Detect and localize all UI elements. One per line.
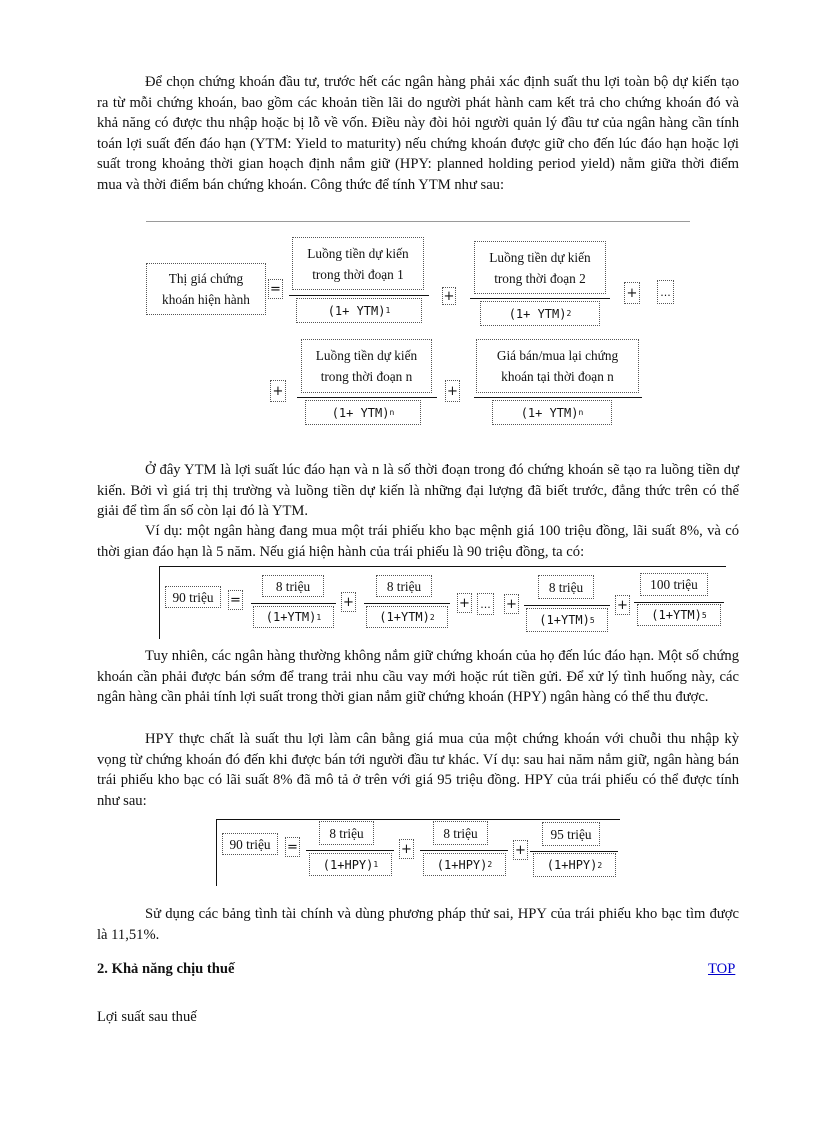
ytm-plus-1: + [443, 288, 455, 304]
example-face-denominator [637, 604, 721, 626]
ytm-t1-num-line2: trong thời đoạn 1 [312, 266, 404, 282]
section-subheading: Lợi suất sau thuế [97, 1009, 197, 1025]
example-ellipsis: ... [477, 593, 494, 615]
hpy-t2-exponent: 2 [487, 860, 493, 869]
separator-line [146, 221, 690, 222]
example-lhs: 90 triệu [165, 586, 221, 608]
hpy-t3-exponent: 2 [597, 860, 603, 870]
ytm-explanation-paragraph: Ở đây YTM là lợi suất lúc đáo hạn và n là số thời đoạn trong đó chứng khoán sẽ tạo ra luồng tiền dự kiến. Bởi vì giá trị thị trường và luồng tiền dự kiến là những đại lượng đã biết trước, đẳng thức trên có thể giải để tìm ẩn số còn lại đó là YTM. [97, 462, 739, 519]
example-face-fraction-bar [634, 602, 724, 603]
example-t5-exponent: 5 [589, 615, 595, 625]
example-equals: = [228, 590, 243, 610]
section-heading: 2. Khả năng chịu thuế [97, 961, 235, 977]
ytm-tn-den-text: (1+ YTM) [331, 405, 390, 420]
ytm-t1-denominator [296, 298, 422, 323]
intro-paragraph: Để chọn chứng khoán đầu tư, trước hết các ngân hàng phải xác định suất thu lợi toàn bộ dự kiến tạo ra từ mỗi chứng khoán, bao gồm các khoản tiền lãi do người phát hành cam kết trả cho chứng khoán đó và khả năng có được thu nhập hoặc bị lỗ về vốn. Điều này đòi hỏi người quản lý đầu tư của ngân hàng cần tính toán lợi suất đến đáo hạn (YTM: Yield to maturity) nếu chứng khoán được giữ cho đến lúc đáo hạn hoặc lợi suất trong khoảng thời gian hoạch định nắm giữ (HPY: planned holding period yield) nằm giữa thời điểm mua và thời điểm bán chứng khoán. Công thức để tính YTM như sau: [97, 74, 739, 193]
ytm-t2-numerator [474, 241, 606, 294]
top-link[interactable]: TOP [708, 961, 736, 977]
example-paragraph: Ví dụ: một ngân hàng đang mua một trái phiếu kho bạc mệnh giá 100 triệu đồng, lãi suất 8%, và có thời gian đáo hạn là 5 năm. Nếu giá hiện hành của trái phiếu là 90 triệu đồng, ta có: [97, 523, 739, 560]
example-t1-numerator: 8 triệu [262, 575, 324, 597]
example-t1-fraction-bar [251, 603, 336, 604]
example-t5-numerator: 8 triệu [538, 575, 594, 599]
example-t2-denominator [366, 606, 448, 628]
example-t2-exponent: 2 [429, 612, 435, 622]
ytm-equals: = [268, 279, 283, 299]
ytm-sale-num-line2: khoán tại thời đoạn n [501, 369, 614, 384]
hpy-t2-fraction-bar [420, 850, 508, 851]
example-face-den-text: (1+YTM) [651, 608, 702, 622]
ytm-sale-exponent: n [578, 408, 584, 417]
hpy-t3-numerator: 95 triệu [542, 822, 600, 846]
example-formula-left-border [159, 566, 160, 639]
example-t1-exponent: 1 [316, 612, 322, 622]
example-face-exponent: 5 [701, 610, 707, 620]
hpy-intro-paragraph: Tuy nhiên, các ngân hàng thường không nắm giữ chứng khoán của họ đến lúc đáo hạn. Một số chứng khoán cần phải được bán sớm để trang trải nhu cầu vay mới hoặc rút tiền gửi. Để xử lý tình huống này, các ngân hàng cần phải tính lợi suất trong thời gian nắm giữ chứng khoán (HPY) ngân hàng có thể thu được. [97, 648, 739, 705]
ytm-lhs-line2: khoán hiện hành [162, 292, 250, 307]
hpy-t1-denominator [309, 853, 392, 876]
example-face-numerator: 100 triệu [640, 573, 708, 596]
ytm-plus-4: + [445, 380, 460, 402]
ytm-t2-num-line1: Luồng tiền dự kiến [489, 249, 591, 265]
ytm-tn-fraction-bar [297, 397, 437, 398]
ytm-tn-exponent: n [389, 408, 395, 417]
ytm-t1-fraction-bar [289, 295, 429, 296]
hpy-definition-paragraph: HPY thực chất là suất thu lợi làm cân bằng giá mua của một chứng khoán với chuỗi thu nhập kỳ vọng từ chứng khoán đó đến khi được bán tới người đầu tư khác. Ví dụ: sau hai năm nắm giữ, ngân hàng bán trái phiếu kho bạc có lãi suất 8% đã mô tả ở trên với giá 95 triệu đồng. HPY của trái phiếu có thể được tính như sau: [97, 731, 739, 809]
example-t2-numerator: 8 triệu [376, 575, 432, 597]
hpy-t2-numerator: 8 triệu [433, 821, 488, 845]
ytm-sale-numerator [476, 339, 639, 393]
ytm-tn-numerator [301, 339, 432, 393]
hpy-t1-fraction-bar [306, 850, 394, 851]
example-plus-3: + [504, 594, 519, 614]
ytm-t2-exponent: 2 [566, 309, 572, 318]
ytm-t1-exponent: 1 [385, 306, 391, 315]
ytm-t2-den-text: (1+ YTM) [508, 306, 567, 321]
example-t2-fraction-bar [364, 603, 450, 604]
hpy-lhs: 90 triệu [222, 833, 278, 855]
ytm-sale-fraction-bar [474, 397, 642, 398]
ytm-lhs-box [146, 263, 266, 315]
hpy-t1-exponent: 1 [373, 860, 379, 869]
hpy-t3-denominator [533, 853, 616, 877]
ytm-tn-num-line1: Luồng tiền dự kiến [315, 348, 418, 363]
ytm-sale-den-text: (1+ YTM) [520, 405, 579, 420]
hpy-equals: = [285, 837, 300, 857]
example-plus-4: + [615, 595, 630, 615]
ytm-t1-numerator [292, 237, 424, 290]
ytm-t2-denominator [480, 301, 600, 326]
ytm-ellipsis: ... [657, 280, 674, 304]
ytm-plus-2: + [624, 282, 640, 304]
example-plus-2: + [457, 593, 472, 613]
ytm-tn-num-line2: trong thời đoạn n [320, 369, 413, 384]
hpy-plus-1: + [399, 839, 414, 859]
hpy-t1-den-text: (1+HPY) [322, 857, 374, 872]
hpy-t2-den-text: (1+HPY) [436, 857, 488, 872]
ytm-sale-num-line1: Giá bán/mua lại chứng [496, 348, 619, 363]
hpy-plus-2: + [513, 840, 528, 860]
example-t1-denominator [253, 606, 334, 628]
example-t5-denominator [526, 608, 608, 632]
example-t1-den-text: (1+YTM) [265, 610, 317, 624]
ytm-t2-fraction-bar [470, 298, 610, 299]
example-t2-den-text: (1+YTM) [379, 610, 430, 624]
hpy-result-paragraph: Sử dụng các bảng tình tài chính và dùng phương pháp thử sai, HPY của trái phiếu kho bạc tìm được là 11,51%. [97, 906, 739, 943]
example-plus-1: + [341, 592, 356, 612]
hpy-t3-den-text: (1+HPY) [546, 858, 598, 872]
hpy-formula-top-border [216, 819, 620, 820]
ytm-t1-den-text: (1+ YTM) [327, 303, 386, 318]
example-t5-fraction-bar [524, 605, 610, 606]
hpy-t3-fraction-bar [530, 851, 618, 852]
ytm-plus-3: + [270, 380, 286, 402]
example-t5-den-text: (1+YTM) [539, 613, 590, 627]
hpy-formula-left-border [216, 819, 217, 886]
example-formula-top-border [159, 566, 726, 567]
ytm-sale-denominator [492, 400, 612, 425]
hpy-t2-denominator [423, 853, 506, 876]
ytm-t1-num-line1: Luồng tiền dự kiến [307, 245, 409, 261]
ytm-tn-denominator [305, 400, 421, 425]
hpy-t1-numerator: 8 triệu [319, 821, 374, 845]
ytm-t2-num-line2: trong thời đoạn 2 [494, 270, 586, 286]
ytm-lhs-line1: Thị giá chứng [168, 271, 244, 286]
